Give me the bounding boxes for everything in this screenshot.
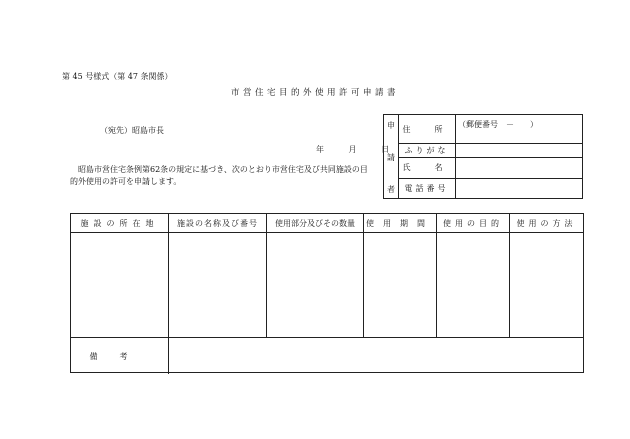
- addressee: （宛先）昭島市長: [100, 126, 164, 135]
- header-usage-part: 使用部分及びその数量: [267, 214, 364, 232]
- header-usage-method: 使用の方法: [516, 218, 577, 228]
- name-label: 氏 名: [398, 157, 456, 178]
- column-divider: [509, 232, 510, 337]
- header-facility-name: 施設の名称及び番号: [169, 214, 267, 232]
- header-location: 施設の所在地: [71, 214, 169, 232]
- date-line: 年 月 日: [316, 145, 390, 154]
- header-usage-purpose: 使用の目的: [437, 214, 510, 232]
- applicant-side-char: 者: [387, 185, 395, 194]
- usage-table: [70, 213, 584, 373]
- applicant-row-furigana: [398, 143, 582, 158]
- table-header-row: [71, 214, 583, 233]
- form-title: 市営住宅目的外使用許可申請書: [230, 88, 399, 98]
- column-divider: [168, 232, 169, 337]
- applicant-row-address: [398, 115, 582, 144]
- remarks-row: [71, 337, 583, 374]
- column-divider: [363, 232, 364, 337]
- furigana-label: ふりがな: [398, 143, 456, 157]
- applicant-row-name: [398, 157, 582, 179]
- applicant-row-phone: [398, 178, 582, 198]
- address-label: 住 所: [398, 115, 456, 143]
- header-usage-period: 使用期間: [364, 214, 437, 232]
- applicant-side-char: 申: [387, 121, 395, 130]
- remarks-label: 備考: [71, 338, 169, 374]
- applicant-side-char: 請: [387, 153, 395, 162]
- column-divider: [266, 232, 267, 337]
- applicant-side-label: [384, 115, 399, 198]
- phone-label: 電話番号: [398, 178, 456, 198]
- form-number: 第 45 号様式（第 47 条関係）: [62, 72, 173, 81]
- column-divider: [436, 232, 437, 337]
- address-field[interactable]: （郵便番号 － ）: [458, 120, 538, 129]
- body-text: 昭島市営住宅条例第62条の規定に基づき、次のとおり市営住宅及び共同施設の目的外使用の許可を申請します。: [70, 165, 368, 186]
- applicant-box: [383, 114, 583, 199]
